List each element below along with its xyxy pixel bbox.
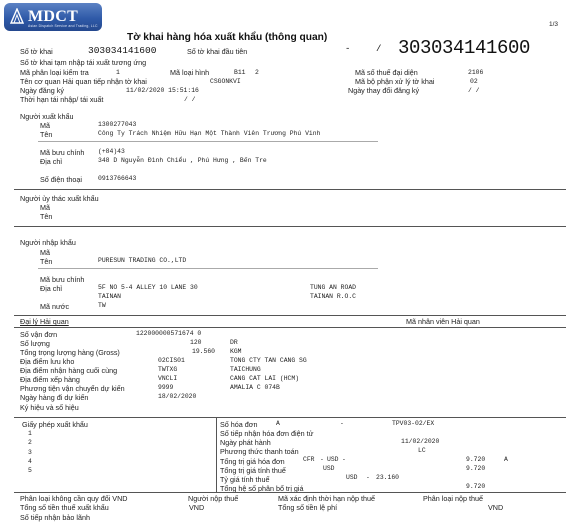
nk-dia-chi-1: 5F NO 5-4 ALLEY 10 LANE 30 [98,284,198,291]
vnd-2: VND [488,503,504,512]
nk-ma-buu-chinh-label: Mã bưu chính [40,275,85,284]
tong-trong-luong-value: 19.560 [192,348,216,355]
logo-emblem-icon [10,8,24,24]
nk-ten-value: PURESUN TRADING CO.,LTD [98,257,187,264]
header-dash: - [345,44,351,54]
nk-dia-chi-label: Địa chỉ [40,284,62,293]
giay-phep-row-4: 4 [28,458,32,465]
ma-nhan-vien-hai-quan-label: Mã nhân viên Hải quan [406,317,480,326]
ut-ten-label: Tên [40,212,53,221]
so-van-don-label: Số vận đơn [20,330,58,339]
ma-phan-loai-value: 1 [116,69,120,76]
phan-loai-nop-thue-label: Phân loại nộp thuế [423,494,483,503]
nguoi-xuat-khau-label: Người xuất khẩu [20,112,74,121]
dai-ly-hai-quan-label: Đại lý Hải quan [20,317,69,326]
so-luong-unit: DR [230,339,238,346]
ngay-thay-doi-label: Ngày thay đổi đăng ký [348,86,420,95]
ten-co-quan-value: CSGONKVI [210,78,241,85]
xk-ma-buu-chinh-label: Mã bưu chính [40,148,85,157]
vnd-1: VND [189,503,205,512]
thoi-han-value: / / [184,96,196,103]
phuong-thuc-value: LC [418,447,426,454]
tong-tri-gia-value: 9.720 [466,456,486,463]
tong-trong-luong-unit: KGM [230,348,242,355]
so-to-khai-label: Số tờ khai [20,47,53,56]
ma-bo-phan-label: Mã bộ phận xử lý tờ khai [355,77,435,86]
ma-xac-dinh-label: Mã xác định thời hạn nộp thuế [278,494,376,503]
ngay-di-label: Ngày hàng đi dự kiến [20,393,89,402]
header-slash: / [376,44,382,54]
ngay-thay-doi-value: / / [468,87,480,94]
giay-phep-row-2: 2 [28,439,32,446]
section-divider-1 [14,189,566,190]
phuong-tien-label: Phương tiện vận chuyển dự kiến [20,384,125,393]
tong-tri-gia-label: Tổng trị giá hóa đơn [220,457,285,466]
dia-diem-xep-label: Địa điểm xếp hàng [20,375,80,384]
section-divider-5 [14,417,566,418]
document-title: Tờ khai hàng hóa xuất khẩu (thông quan) [127,32,328,43]
giay-phep-label: Giấy phép xuất khẩu [22,420,88,429]
xk-dia-chi-label: Địa chỉ [40,157,62,166]
tong-so-tien-le-phi-label: Tổng số tiền lệ phí [278,503,338,512]
ma-loai-hinh-value: B11 [234,69,246,76]
tong-trong-luong-label: Tổng trọng lượng hàng (Gross) [20,348,120,357]
dia-diem-xep-name: CANG CAT LAI (HCM) [230,375,300,382]
xk-ma-buu-chinh-value: (+84)43 [98,148,125,155]
ngay-dang-ky-label: Ngày đăng ký [20,86,64,95]
so-van-don-value: 122000000571674 0 [136,330,202,337]
so-to-khai-dau-tien-label: Số tờ khai đầu tiên [187,47,248,56]
ty-gia-dash: - [366,474,370,481]
xk-ma-value: 1300277043 [98,121,137,128]
nguoi-nop-thue-label: Người nộp thuế [188,494,239,503]
logo-wordmark: MDCT [28,8,79,25]
dia-diem-nhan-label: Địa điểm nhận hàng cuối cùng [20,366,118,375]
dia-diem-luu-kho-label: Địa điểm lưu kho [20,357,75,366]
dia-diem-nhan-code: TWTXG [158,366,178,373]
tong-tri-gia-a: A [504,456,508,463]
nguoi-nhap-khau-label: Người nhập khẩu [20,238,76,247]
ma-loai-hinh-label: Mã loại hình [170,68,210,77]
phan-loai-khong-can-label: Phân loại không cần quy đổi VND [20,494,128,503]
so-hoa-don-a: A [276,420,280,427]
nk-divider [38,268,378,269]
page-indicator: 1/3 [549,21,559,28]
so-hoa-don-label: Số hóa đơn [220,420,258,429]
ten-co-quan-label: Tên cơ quan Hải quan tiếp nhận tờ khai [20,77,147,86]
section-divider-4 [14,327,566,328]
phuong-tien-code: 9999 [158,384,174,391]
ma-so-thue-dai-dien-value: 2106 [468,69,484,76]
ma-so-thue-dai-dien-label: Mã số thuế đại diện [355,68,418,77]
tiep-nhan-bao-lanh-label: Số tiếp nhận bảo lãnh [20,513,90,522]
xk-divider [38,141,378,142]
tong-he-so-label: Tổng hệ số phân bổ trị giá [220,484,304,493]
ut-ma-label: Mã [40,203,50,212]
tong-tri-gia-cur: USD [327,456,339,463]
tong-tri-gia-sep: - [320,456,324,463]
tong-tinh-thue-value: 9.720 [466,465,486,472]
giay-phep-row-3: 3 [28,449,32,456]
giay-phep-row-1: 1 [28,430,32,437]
nk-ma-nuoc-label: Mã nước [40,302,70,311]
section-divider-3 [14,315,566,316]
tong-tinh-thue-label: Tổng trị giá tính thuế [220,466,286,475]
ky-hieu-label: Ký hiệu và số hiệu [20,403,79,412]
ty-gia-cur: USD [346,474,358,481]
xk-so-dien-thoai-value: 0913766643 [98,175,137,182]
xk-so-dien-thoai-label: Số điện thoại [40,175,82,184]
logo-tagline: Asian Dispatch Service and Trading, LLC [28,24,98,28]
so-luong-label: Số lượng [20,339,50,348]
xk-ten-label: Tên [40,130,53,139]
big-declaration-number: 303034141600 [398,37,531,59]
so-hoa-don-dash: - [340,420,344,427]
thoi-han-label: Thời hạn tái nhập/ tái xuất [20,95,104,104]
nk-dia-chi-2: TAINAN [98,293,122,300]
tam-nhap-label: Số tờ khai tạm nhập tái xuất tương ứng [20,58,147,67]
phuong-tien-name: AMALIA C 074B [230,384,280,391]
xk-dia-chi-value: 348 D Nguyễn Đình Chiểu , Phú Hưng , Bến Tre [98,157,267,164]
tiep-nhan-hoa-don-label: Số tiếp nhận hóa đơn điện tử [220,429,314,438]
nk-dia-chi-3: TUNG AN ROAD [310,284,357,291]
section-divider-2 [14,226,566,227]
giay-phep-row-5: 5 [28,467,32,474]
ma-loai-hinh-value-2: 2 [255,69,259,76]
ngay-phat-hanh-label: Ngày phát hành [220,438,271,447]
nk-ten-label: Tên [40,257,53,266]
nk-ma-nuoc-value: TW [98,302,106,309]
ngay-phat-hanh-value: 11/02/2020 [401,438,440,445]
nguoi-uy-thac-label: Người ủy thác xuất khẩu [20,194,99,203]
so-to-khai-value: 303034141600 [88,45,157,56]
nk-ma-label: Mã [40,248,50,257]
ma-bo-phan-value: 02 [470,78,478,85]
ty-gia-value: 23.160 [376,474,400,481]
xk-ten-value: Công Ty Trách Nhiệm Hữu Hạn Một Thành Viên Trương Phú Vinh [98,130,321,137]
xk-ma-label: Mã [40,121,50,130]
tong-so-tien-label: Tổng số tiền thuế xuất khẩu [20,503,109,512]
so-luong-value: 120 [190,339,202,346]
nk-dia-chi-4: TAINAN R.O.C [310,293,357,300]
section-divider-6 [14,492,566,493]
dia-diem-luu-kho-name: TONG CTY TAN CANG SG [230,357,307,364]
dia-diem-luu-kho-code: 02CIS01 [158,357,185,364]
tong-tri-gia-dk: CFR [303,456,315,463]
ngay-dang-ky-value: 11/02/2020 15:51:16 [126,87,199,94]
dia-diem-xep-code: VNCLI [158,375,178,382]
so-hoa-don-value: TPV03-02/EX [392,420,435,427]
ty-gia-label: Tỷ giá tính thuế [220,475,270,484]
tong-tinh-thue-cur: USD [323,465,335,472]
ngay-di-value: 18/02/2020 [158,393,197,400]
tong-he-so-value: 9.720 [466,483,486,490]
tong-tri-gia-dash: - [342,456,346,463]
mdct-logo [4,3,102,31]
ma-phan-loai-label: Mã phân loại kiểm tra [20,68,89,77]
phuong-thuc-label: Phương thức thanh toán [220,447,299,456]
dia-diem-nhan-name: TAICHUNG [230,366,261,373]
column-divider [216,417,217,492]
